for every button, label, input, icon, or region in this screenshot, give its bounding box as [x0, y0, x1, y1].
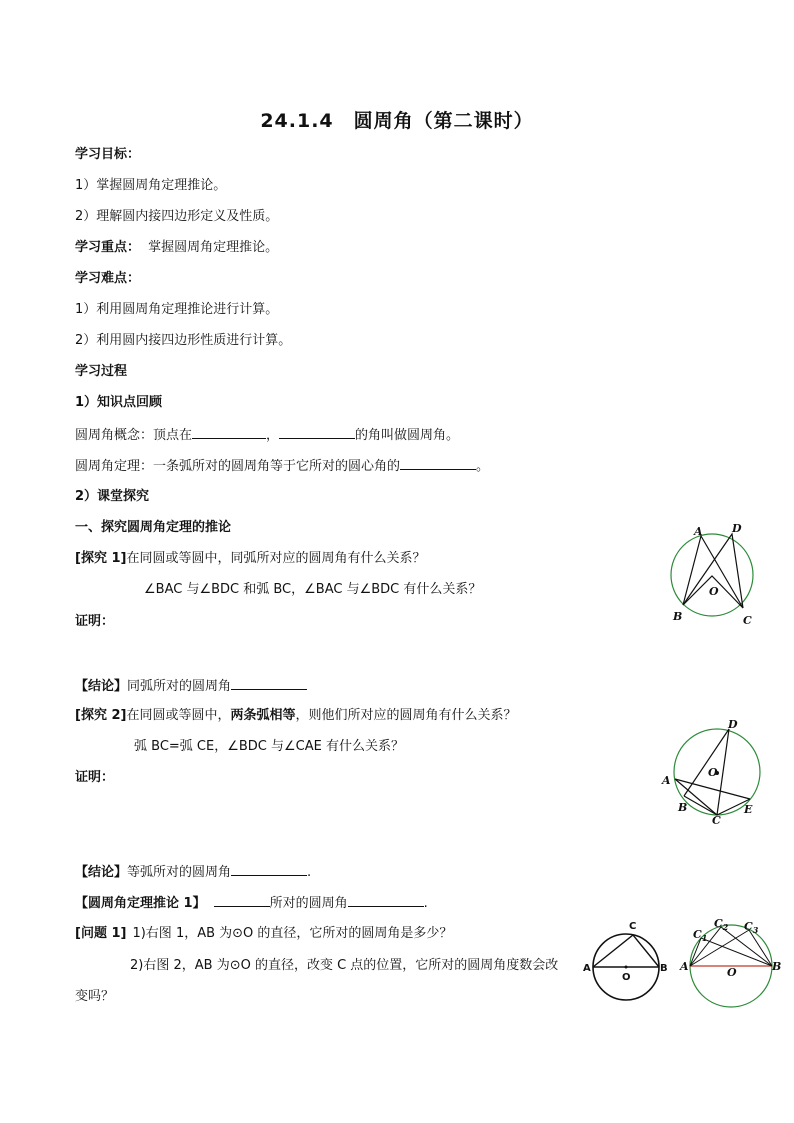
figure-3-diameter [580, 918, 680, 1002]
conclusion1-text: 同弧所对的圆周角 [127, 679, 232, 694]
concept-suffix: 的角叫做圆周角。 [355, 428, 460, 443]
objective-item-2: 2）理解圆内接四边形定义及性质。 [75, 209, 279, 224]
explore2-tag: [探究 2] [75, 708, 127, 723]
figure-4-moving-c [680, 912, 790, 1004]
question-q2: 2)右图 2，AB 为⊙O 的直径，改变 C 点的位置，它所对的圆周角度数会改 [130, 958, 559, 973]
fig1-label-o: O [709, 585, 719, 598]
blank-7[interactable] [348, 894, 424, 907]
fig3-center-dot [625, 966, 628, 969]
concept-sep: ， [266, 428, 280, 443]
fig1-label-a: A [694, 525, 703, 538]
fig2-label-a: A [662, 774, 671, 787]
fig4-label-c2: $C_2$ [714, 917, 729, 932]
explore1-tag: [探究 1] [75, 551, 127, 566]
review-heading: 1）知识点回顾 [75, 395, 163, 410]
blank-1[interactable] [192, 426, 266, 439]
fig4-label-a: A [680, 960, 689, 973]
fig2-label-b: B [678, 801, 688, 814]
explore2-text-b: 两条弧相等 [230, 708, 296, 723]
proof2-label: 证明： [75, 770, 115, 785]
concept-prefix: 圆周角概念：顶点在 [75, 428, 193, 443]
key-point [75, 240, 278, 256]
explore-heading: 2）课堂探究 [75, 489, 150, 504]
fig2-label-o: O [708, 766, 718, 779]
fig2-line-db [684, 729, 729, 796]
explore1-detail: ∠BAC 与∠BDC 和弧 BC，∠BAC 与∠BDC 有什么关系？ [144, 582, 482, 597]
question-q1: 1)右图 1，AB 为⊙O 的直径，它所对的圆周角是多少？ [132, 926, 453, 941]
theorem-prefix: 圆周角定理：一条弧所对的圆周角等于它所对的圆心角的 [75, 459, 401, 474]
fig1-label-b: B [673, 610, 683, 623]
explore2-detail: 弧 BC=弧 CE，∠BDC 与∠CAE 有什么关系？ [134, 739, 404, 754]
fig3-label-c: C [629, 921, 637, 932]
corollary-mid: 所对的圆周角 [269, 896, 348, 911]
key-point-label: 学习重点： [75, 240, 141, 255]
conclusion1-tag: 【结论】 [75, 679, 128, 694]
explore1-line [75, 551, 425, 567]
fig4-label-c1: $C_1$ [693, 928, 708, 943]
explore2-text-c: ，则他们所对应的圆周角有什么关系？ [295, 708, 517, 723]
difficulty-heading: 学习难点： [75, 271, 141, 286]
fig1-label-d: D [732, 522, 742, 535]
fig3-label-b: B [660, 963, 668, 974]
figure-1-same-arc [664, 520, 774, 632]
question-q2-cont: 变吗？ [75, 989, 115, 1004]
difficulty-item-1: 1）利用圆周角定理推论进行计算。 [75, 302, 279, 317]
conclusion2-end: . [307, 865, 312, 880]
fig2-label-e: E [744, 803, 753, 816]
blank-5[interactable] [231, 863, 307, 876]
conclusion2-text: 等弧所对的圆周角 [127, 865, 232, 880]
fig4-label-b: B [772, 960, 782, 973]
fig1-label-c: C [743, 614, 752, 627]
fig2-label-c: C [712, 814, 721, 827]
fig2-label-d: D [728, 718, 738, 731]
process-heading: 学习过程 [75, 364, 128, 379]
fig3-label-o: O [622, 972, 631, 983]
corollary-line [75, 894, 428, 912]
objective-item-1: 1）掌握圆周角定理推论。 [75, 178, 227, 193]
conclusion1-line [75, 677, 307, 695]
key-point-text: 掌握圆周角定理推论。 [148, 240, 279, 255]
theorem-line [75, 457, 489, 475]
question-line-1 [75, 926, 452, 942]
conclusion2-tag: 【结论】 [75, 865, 128, 880]
blank-2[interactable] [279, 426, 355, 439]
fig3-angle-acb [593, 935, 659, 967]
fig2-line-dc [717, 729, 729, 815]
fig4-label-c3: $C_3$ [744, 920, 759, 935]
blank-4[interactable] [231, 677, 307, 690]
difficulty-item-2: 2）利用圆内接四边形性质进行计算。 [75, 333, 292, 348]
figure-2-equal-arcs [658, 712, 773, 828]
corollary-end: . [423, 896, 428, 911]
explore1-text: 在同圆或等圆中，同弧所对应的圆周角有什么关系？ [126, 551, 426, 566]
explore2-text-a: 在同圆或等圆中， [126, 708, 231, 723]
concept-line [75, 426, 459, 444]
proof1-label: 证明： [75, 614, 115, 629]
fig4-label-o: O [727, 966, 737, 979]
question-tag: [问题 1] [75, 926, 127, 941]
conclusion2-line [75, 863, 311, 881]
corollary-tag: 【圆周角定理推论 1】 [75, 896, 206, 911]
blank-6[interactable] [214, 894, 270, 907]
blank-3[interactable] [400, 457, 476, 470]
fig3-label-a: A [583, 963, 591, 974]
explore2-line [75, 708, 517, 724]
theorem-suffix: 。 [476, 459, 490, 474]
objectives-heading: 学习目标： [75, 147, 141, 162]
page-title: 24.1.4 圆周角（第二课时） [260, 110, 534, 132]
section1-heading: 一、探究圆周角定理的推论 [75, 520, 232, 535]
